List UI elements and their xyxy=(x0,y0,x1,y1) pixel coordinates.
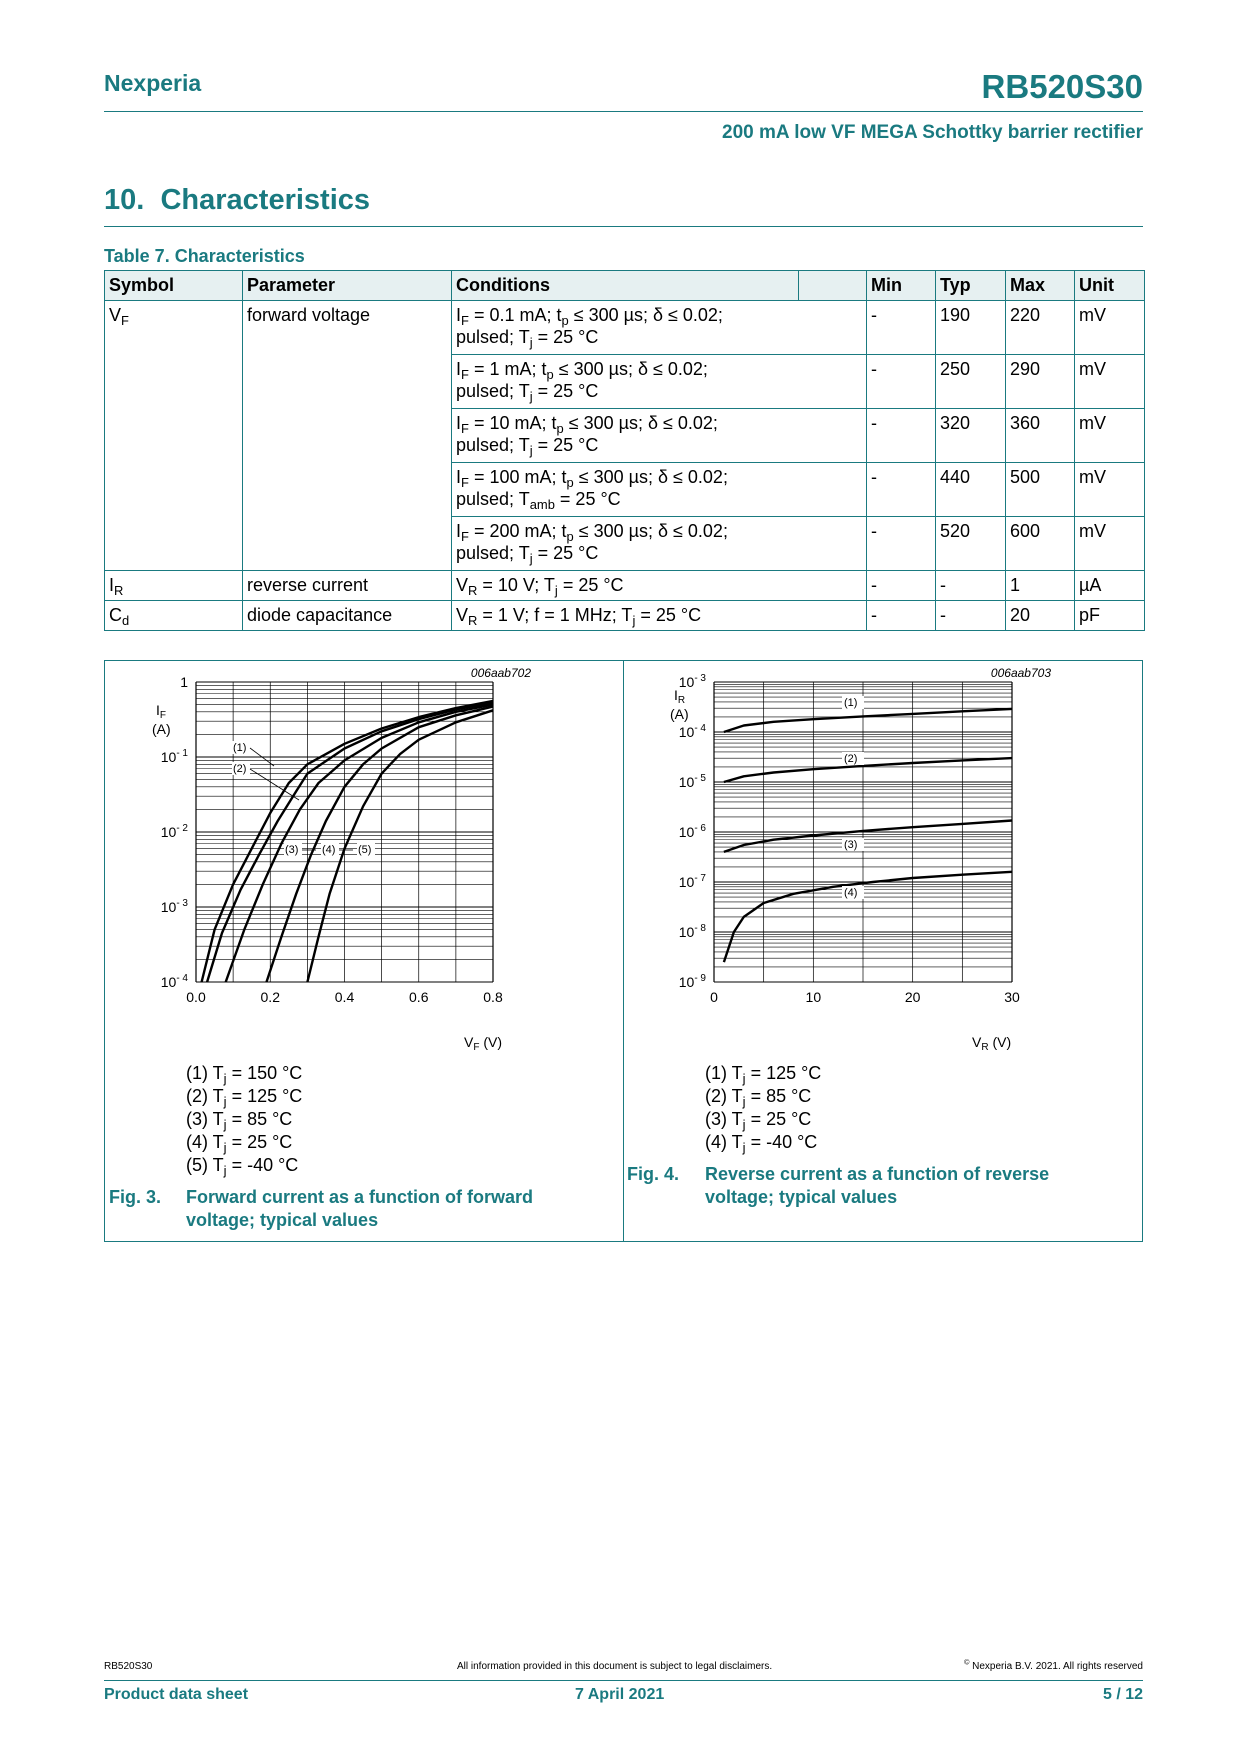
min-cell: - xyxy=(867,409,936,463)
conditions-cell: $V_R = 10$ V; $T_j = 25$ °C xyxy=(452,571,867,601)
y-tick-label: $10^{- 5}$ xyxy=(678,773,706,790)
typ-cell: 250 xyxy=(936,355,1006,409)
footer-page: 5 / 12 xyxy=(1102,1686,1143,1703)
max-cell: 1 xyxy=(1006,571,1075,601)
parameter-cell: reverse current xyxy=(243,571,452,601)
header-rule xyxy=(104,111,1143,112)
legend-item: (3) $T_j = 25$ °C xyxy=(705,1109,812,1132)
x-tick-label: 30 xyxy=(1004,989,1020,1005)
characteristics-table xyxy=(104,270,1145,631)
series-label: (1) xyxy=(233,742,247,754)
table-row xyxy=(105,409,1145,463)
reverse-current-chart xyxy=(624,660,1142,1060)
table-row xyxy=(105,463,1145,517)
unit-cell: pF xyxy=(1075,601,1145,631)
conditions-cell: $V_R = 1$ V; f = 1 MHz; $T_j = 25$ °C xyxy=(452,601,867,631)
series-label: (3) xyxy=(285,844,299,856)
col-header: Symbol xyxy=(105,271,243,301)
fig4-caption: Reverse current as a function of reverse voltage; typical values xyxy=(705,1164,1050,1207)
series-label: (4) xyxy=(844,887,858,899)
y-tick-label: $10^{- 3}$ xyxy=(678,673,706,690)
min-cell: - xyxy=(867,355,936,409)
x-tick-label: 0 xyxy=(710,989,718,1005)
fig3-legend xyxy=(186,1062,302,1177)
min-cell: - xyxy=(867,463,936,517)
legend-item: (4) $T_j = 25$ °C xyxy=(186,1132,293,1155)
col-header xyxy=(799,271,867,301)
typ-cell: - xyxy=(936,601,1006,631)
series-label: (3) xyxy=(844,839,858,851)
section-number: 10. xyxy=(104,184,145,216)
unit-cell: mV xyxy=(1075,463,1145,517)
chart-code: 006aab702 xyxy=(470,666,531,680)
y-axis-unit: (A) xyxy=(152,721,171,737)
min-cell: - xyxy=(867,517,936,571)
table-row xyxy=(105,355,1145,409)
table-row xyxy=(105,517,1145,571)
footer-date: 7 April 2021 xyxy=(575,1686,665,1703)
symbol-cell xyxy=(105,463,243,517)
fig4-label: Fig. 4. xyxy=(627,1164,680,1184)
symbol-cell: $C_d$ xyxy=(105,601,243,631)
table-row xyxy=(105,601,1145,631)
typ-cell: 440 xyxy=(936,463,1006,517)
table-header-row xyxy=(105,271,1145,301)
section-heading xyxy=(104,184,370,217)
y-tick-label: $10^{- 1}$ xyxy=(160,748,188,765)
unit-cell: mV xyxy=(1075,409,1145,463)
col-header: Min xyxy=(867,271,936,301)
series-label: (2) xyxy=(233,763,247,775)
footer-doc-id: RB520S30 xyxy=(104,1661,153,1672)
table-caption: Table 7. Characteristics xyxy=(104,246,305,266)
y-tick-label: 1 xyxy=(180,674,188,690)
chart-code: 006aab703 xyxy=(990,666,1051,680)
series-label: (4) xyxy=(322,844,336,856)
product-subtitle: 200 mA low VF MEGA Schottky barrier rectifier xyxy=(722,122,1143,143)
max-cell: 220 xyxy=(1006,301,1075,355)
x-tick-label: 0.8 xyxy=(483,989,503,1005)
legend-item: (2) $T_j = 125$ °C xyxy=(186,1086,303,1109)
x-tick-label: 0.0 xyxy=(186,989,206,1005)
col-header: Parameter xyxy=(243,271,452,301)
y-axis-unit: (A) xyxy=(670,706,689,722)
series-label: (1) xyxy=(844,697,858,709)
table-row xyxy=(105,301,1145,355)
x-tick-label: 0.6 xyxy=(409,989,429,1005)
max-cell: 600 xyxy=(1006,517,1075,571)
unit-cell: mV xyxy=(1075,355,1145,409)
legend-item: (5) $T_j = -40$ °C xyxy=(186,1155,299,1178)
fig3-label: Fig. 3. xyxy=(109,1187,162,1207)
conditions-cell: $I_F = 1$ mA; $t_p \le 300$ µs; δ ≤ 0.02; pulsed; $T_j = 25$ °C xyxy=(452,355,867,409)
col-header: Max xyxy=(1006,271,1075,301)
series-label: (5) xyxy=(358,844,372,856)
y-tick-label: $10^{- 6}$ xyxy=(678,823,706,840)
legend-item: (1) $T_j = 150$ °C xyxy=(186,1063,303,1086)
legend-item: (3) $T_j = 85$ °C xyxy=(186,1109,293,1132)
y-axis-label: $I_R$ xyxy=(674,687,686,706)
conditions-cell: $I_F = 100$ mA; $t_p \le 300$ µs; δ ≤ 0.02; pulsed; $T_{amb} = 25$ °C xyxy=(452,463,867,517)
forward-current-chart xyxy=(104,660,623,1060)
max-cell: 360 xyxy=(1006,409,1075,463)
brand-name: Nexperia xyxy=(104,70,202,96)
series-line xyxy=(724,709,1012,732)
y-tick-label: $10^{- 4}$ xyxy=(678,723,706,740)
y-tick-label: $10^{- 4}$ xyxy=(160,973,188,990)
col-header: Conditions xyxy=(452,271,799,301)
conditions-cell: $I_F = 10$ mA; $t_p \le 300$ µs; δ ≤ 0.02; pulsed; $T_j = 25$ °C xyxy=(452,409,867,463)
parameter-cell xyxy=(243,355,452,409)
footer-disclaimer: All information provided in this document is subject to legal disclaimers. xyxy=(457,1661,773,1672)
footer-copyright: © Nexperia B.V. 2021. All rights reserved xyxy=(964,1657,1143,1672)
symbol-cell xyxy=(105,355,243,409)
x-axis-label: $V_F$ (V) xyxy=(464,1034,503,1053)
y-tick-label: $10^{- 7}$ xyxy=(678,873,706,890)
legend-item: (1) $T_j = 125$ °C xyxy=(705,1063,822,1086)
y-tick-label: $10^{- 9}$ xyxy=(678,973,706,990)
x-tick-label: 10 xyxy=(805,989,822,1005)
y-axis-label: $I_F$ xyxy=(156,702,166,721)
conditions-cell: $I_F = 0.1$ mA; $t_p \le 300$ µs; δ ≤ 0.02; pulsed; $T_j = 25$ °C xyxy=(452,301,867,355)
symbol-cell: $V_F$ xyxy=(105,301,243,355)
typ-cell: - xyxy=(936,571,1006,601)
col-header: Unit xyxy=(1075,271,1145,301)
x-tick-label: 0.4 xyxy=(334,989,355,1005)
unit-cell: mV xyxy=(1075,517,1145,571)
typ-cell: 320 xyxy=(936,409,1006,463)
product-code: RB520S30 xyxy=(981,68,1143,105)
symbol-cell xyxy=(105,409,243,463)
min-cell: - xyxy=(867,301,936,355)
footer-doc-type: Product data sheet xyxy=(104,1686,249,1703)
x-tick-label: 0.2 xyxy=(260,989,280,1005)
series-line xyxy=(724,758,1012,782)
fig4-legend xyxy=(705,1062,821,1154)
symbol-cell xyxy=(105,517,243,571)
min-cell: - xyxy=(867,601,936,631)
table-row xyxy=(105,571,1145,601)
legend-item: (2) $T_j = 85$ °C xyxy=(705,1086,812,1109)
symbol-cell: $I_R$ xyxy=(105,571,243,601)
section-title: Characteristics xyxy=(160,184,371,216)
parameter-cell: forward voltage xyxy=(243,301,452,355)
parameter-cell xyxy=(243,409,452,463)
legend-item: (4) $T_j = -40$ °C xyxy=(705,1132,818,1155)
min-cell: - xyxy=(867,571,936,601)
typ-cell: 520 xyxy=(936,517,1006,571)
x-axis-label: $V_R$ (V) xyxy=(972,1034,1012,1053)
y-tick-label: $10^{- 8}$ xyxy=(678,923,706,940)
x-tick-label: 20 xyxy=(904,989,921,1005)
y-tick-label: $10^{- 3}$ xyxy=(160,898,188,915)
parameter-cell xyxy=(243,517,452,571)
unit-cell: mV xyxy=(1075,301,1145,355)
series-label: (2) xyxy=(844,753,858,765)
parameter-cell xyxy=(243,463,452,517)
unit-cell: µA xyxy=(1075,571,1145,601)
max-cell: 500 xyxy=(1006,463,1075,517)
col-header: Typ xyxy=(936,271,1006,301)
max-cell: 290 xyxy=(1006,355,1075,409)
parameter-cell: diode capacitance xyxy=(243,601,452,631)
typ-cell: 190 xyxy=(936,301,1006,355)
fig3-caption: Forward current as a function of forward voltage; typical values xyxy=(186,1187,534,1230)
max-cell: 20 xyxy=(1006,601,1075,631)
y-tick-label: $10^{- 2}$ xyxy=(160,823,188,840)
footer-rule xyxy=(104,1680,1143,1681)
section-rule xyxy=(104,226,1143,227)
conditions-cell: $I_F = 200$ mA; $t_p \le 300$ µs; δ ≤ 0.02; pulsed; $T_j = 25$ °C xyxy=(452,517,867,571)
